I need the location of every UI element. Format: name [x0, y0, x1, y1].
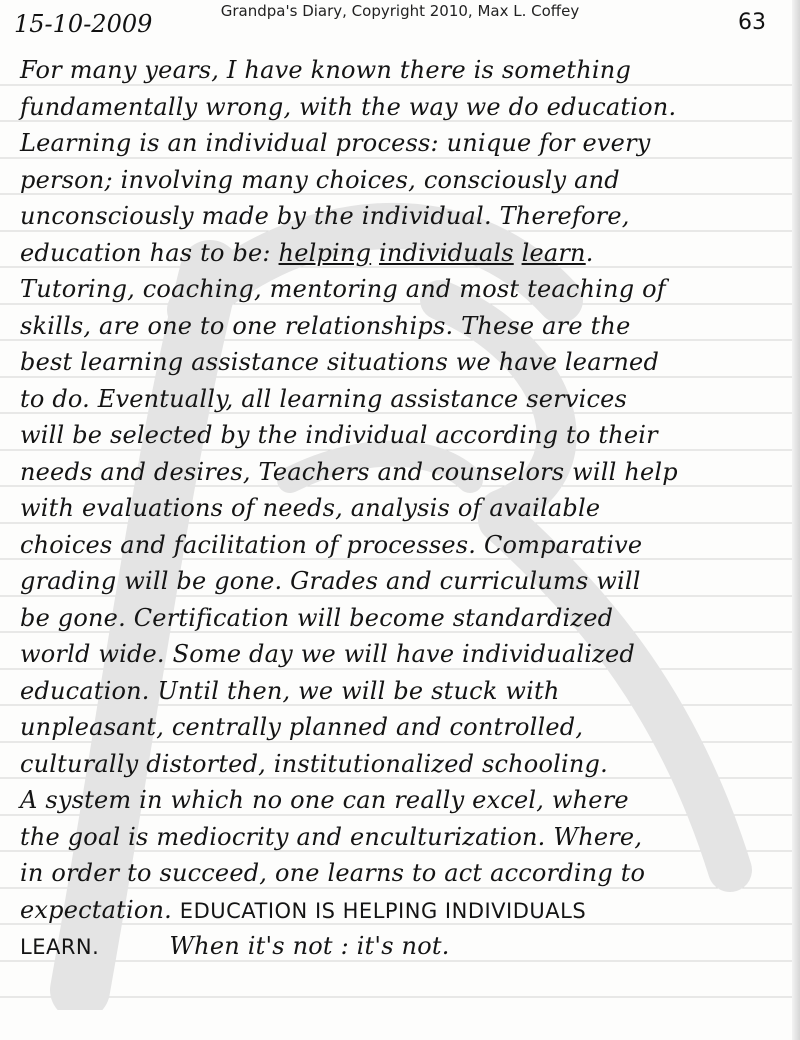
underlined-word-helping: helping — [278, 238, 372, 267]
text-line-6 — [20, 235, 780, 272]
page-number: 63 — [738, 10, 766, 35]
text-line-15: grading will be gone. Grades and curriculums will — [20, 567, 641, 595]
text-segment — [371, 239, 379, 267]
text-line-8: skills, are one to one relationships. These are the — [20, 311, 631, 340]
text-line-1: For many years, I have known there is something — [20, 56, 632, 84]
text-line-2: fundamentally wrong, with the way we do education. — [20, 92, 677, 121]
text-line-14: choices and facilitation of processes. Comparative — [20, 530, 643, 559]
diary-header-title: Grandpa's Diary, Copyright 2010, Max L. Coffey — [220, 2, 580, 20]
capitalized-statement: EDUCATION IS HELPING INDIVIDUALS — [179, 898, 587, 923]
text-line-7: Tutoring, coaching, mentoring and most teaching of — [20, 275, 666, 303]
text-segment: . — [585, 238, 594, 267]
text-line-18: education. Until then, we will be stuck with — [20, 676, 560, 705]
underlined-word-learn: learn — [521, 238, 586, 267]
diary-entry-text — [20, 52, 780, 965]
text-line-22: the goal is mediocrity and enculturization. Where, — [20, 822, 643, 851]
page-edge-shadow — [792, 0, 800, 1040]
text-line-5: unconsciously made by the individual. Therefore, — [20, 202, 630, 230]
entry-date: 15-10-2009 — [14, 10, 153, 38]
text-line-3: Learning is an individual process: unique for every — [20, 129, 651, 157]
text-line-25 — [20, 928, 780, 965]
text-line-20: culturally distorted, institutionalized schooling. — [20, 749, 608, 778]
text-segment: When it's not : it's not. — [169, 932, 450, 960]
text-segment — [514, 239, 522, 267]
text-line-13: with evaluations of needs, analysis of available — [20, 494, 601, 522]
text-line-9: best learning assistance situations we have learned — [20, 348, 660, 376]
text-segment: expectation. — [20, 895, 180, 924]
capitalized-statement-end: LEARN. — [20, 935, 100, 959]
text-segment: education has to be: — [20, 238, 279, 267]
text-line-12: needs and desires, Teachers and counselors will help — [20, 457, 678, 486]
text-line-23: in order to succeed, one learns to act according to — [20, 859, 646, 887]
text-line-17: world wide. Some day we will have individualized — [20, 640, 635, 668]
text-line-19: unpleasant, centrally planned and controlled, — [20, 713, 584, 741]
text-line-24 — [20, 892, 780, 929]
underlined-word-individuals: individuals — [379, 238, 514, 267]
text-line-16: be gone. Certification will become standardized — [20, 603, 614, 632]
text-line-4: person; involving many choices, consciously and — [20, 165, 620, 194]
text-line-11: will be selected by the individual according to their — [20, 421, 658, 449]
text-line-10: to do. Eventually, all learning assistance services — [20, 384, 628, 413]
text-line-21: A system in which no one can really excel, where — [20, 786, 629, 814]
